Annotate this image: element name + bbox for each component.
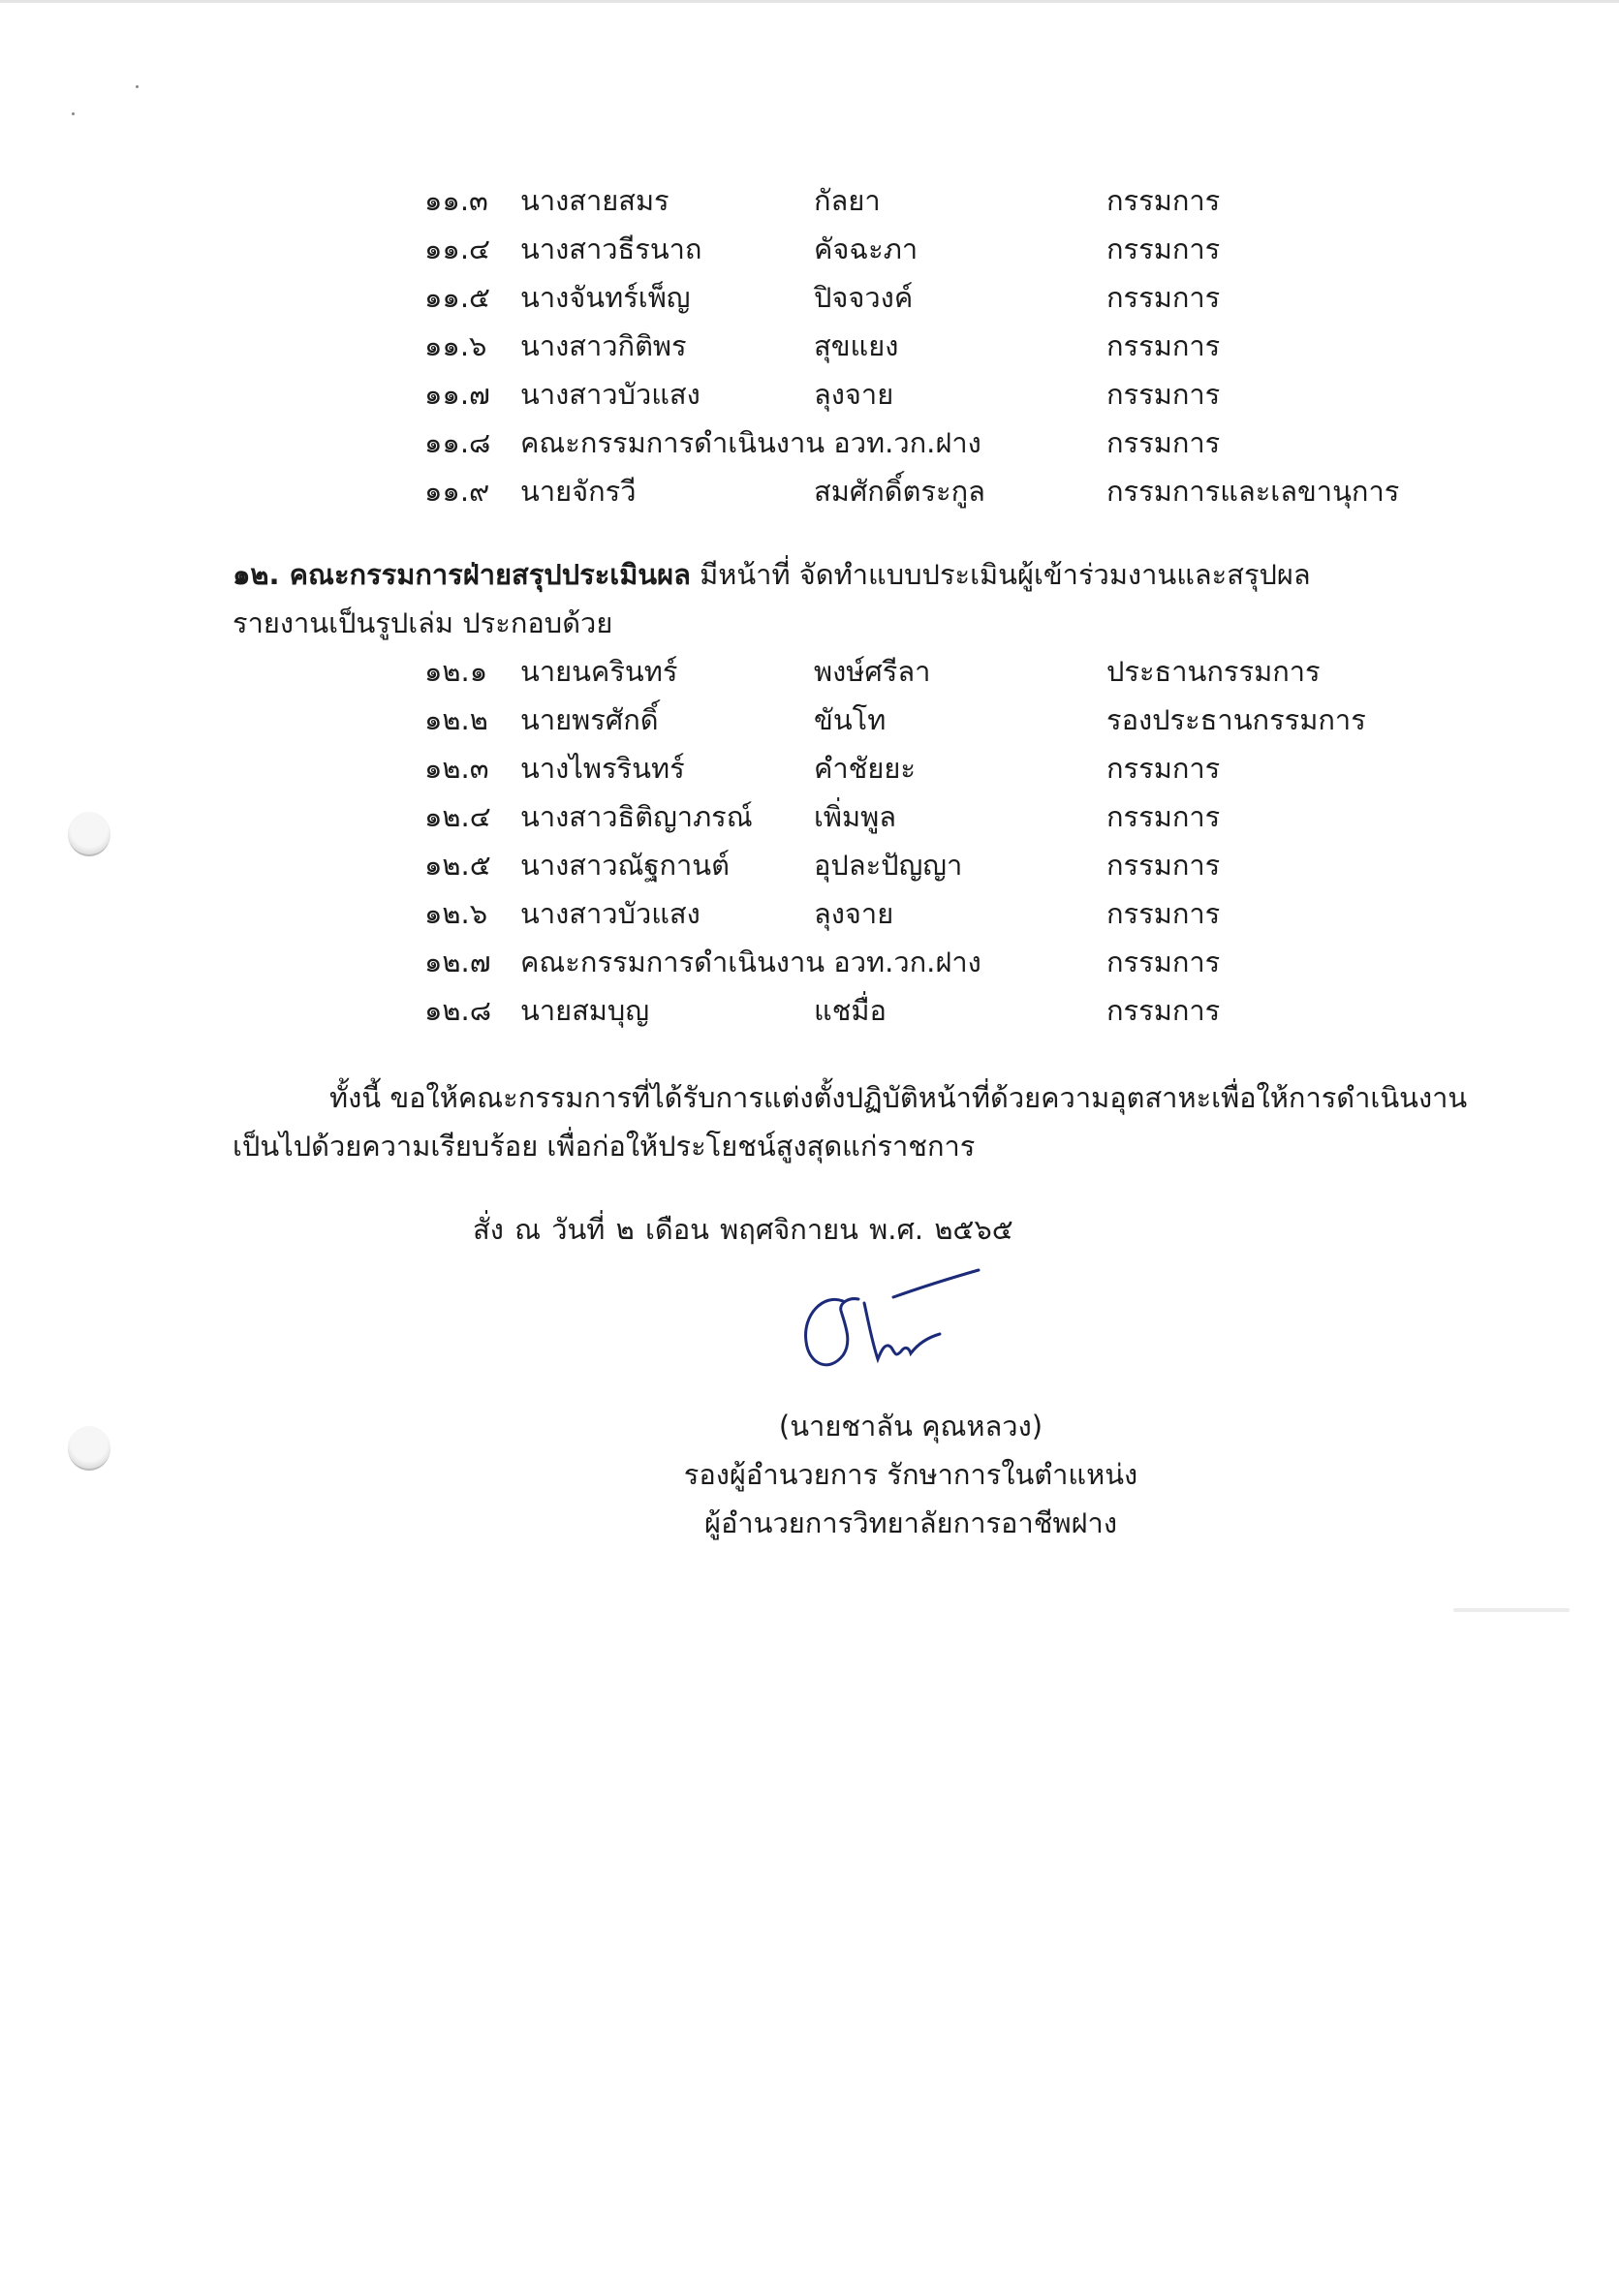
punch-hole	[68, 1426, 110, 1471]
member-role: กรรมการ	[1106, 184, 1221, 217]
member-role: ประธานกรรมการ	[1106, 655, 1321, 688]
signatory-name: (นายชาลัน คุณหลวง)	[778, 1410, 1043, 1443]
closing-paragraph-line1: ทั้งนี้ ขอให้คณะกรรมการที่ได้รับการแต่งตั้งปฏิบัติหน้าที่ด้วยความอุตสาหะเพื่อให้การดำเนินงาน	[329, 1081, 1468, 1114]
item-number: ๑๑.๘	[424, 426, 491, 459]
member-last-name: แชมื่อ	[814, 994, 887, 1027]
member-role: กรรมการ	[1106, 897, 1221, 930]
section-12-title: ๑๒. คณะกรรมการฝ่ายสรุปประเมินผล	[233, 558, 691, 591]
signatory-position-title: ผู้อำนวยการวิทยาลัยการอาชีพฝาง	[703, 1506, 1117, 1539]
item-number: ๑๑.๙	[424, 475, 490, 508]
member-last-name: สมศักดิ์ตระกูล	[814, 475, 985, 508]
member-last-name: สุขแยง	[814, 329, 899, 362]
member-last-name: กัลยา	[814, 184, 881, 217]
member-role: กรรมการและเลขานุการ	[1106, 475, 1400, 508]
member-role: รองประธานกรรมการ	[1106, 703, 1366, 736]
scan-speck	[72, 112, 75, 115]
item-number: ๑๒.๔	[424, 800, 491, 833]
member-first-name: นางสาวธีรนาถ	[520, 233, 702, 265]
member-role: กรรมการ	[1106, 426, 1221, 459]
member-first-name: คณะกรรมการดำเนินงาน อวท.วก.ฝาง	[520, 946, 981, 978]
member-last-name: ลุงจาย	[814, 378, 894, 411]
item-number: ๑๒.๖	[424, 897, 488, 930]
signature-mark	[785, 1264, 988, 1390]
item-number: ๑๒.๓	[424, 752, 489, 785]
member-first-name: นางจันทร์เพ็ญ	[520, 281, 691, 314]
member-first-name: นางสายสมร	[520, 184, 669, 217]
member-last-name: คำชัยยะ	[814, 752, 916, 785]
member-role: กรรมการ	[1106, 994, 1221, 1027]
order-date: สั่ง ณ วันที่ ๒ เดือน พฤศจิกายน พ.ศ. ๒๕๖๕	[473, 1213, 1013, 1246]
signatory-position: รองผู้อำนวยการ รักษาการในตำแหน่ง	[683, 1458, 1138, 1491]
member-role: กรรมการ	[1106, 800, 1221, 833]
item-number: ๑๒.๑	[424, 655, 488, 688]
member-first-name: นายพรศักดิ์	[520, 703, 659, 736]
member-first-name: นางสาวณัฐกานต์	[520, 849, 730, 882]
item-number: ๑๒.๕	[424, 849, 491, 882]
member-first-name: นายสมบุญ	[520, 994, 650, 1027]
member-first-name: นางไพรรินทร์	[520, 752, 685, 785]
item-number: ๑๑.๗	[424, 378, 490, 411]
section-12-heading	[233, 550, 1311, 599]
scan-speck	[136, 85, 139, 88]
member-first-name: นางสาวบัวแสง	[520, 897, 701, 930]
member-last-name: เพิ่มพูล	[814, 800, 897, 833]
member-role: กรรมการ	[1106, 849, 1221, 882]
member-role: กรรมการ	[1106, 946, 1221, 978]
closing-paragraph-line2: เป็นไปด้วยความเรียบร้อย เพื่อก่อให้ประโยชน์สูงสุดแก่ราชการ	[233, 1130, 976, 1163]
member-first-name: นางสาวกิติพร	[520, 329, 687, 362]
member-last-name: ปิจจวงค์	[814, 281, 914, 314]
member-first-name: นายนครินทร์	[520, 655, 678, 688]
member-role: กรรมการ	[1106, 233, 1221, 265]
punch-hole	[68, 812, 110, 856]
item-number: ๑๒.๘	[424, 994, 492, 1027]
member-role: กรรมการ	[1106, 329, 1221, 362]
scan-smudge	[1453, 1608, 1570, 1612]
item-number: ๑๑.๔	[424, 233, 490, 265]
member-last-name: อุปละปัญญา	[814, 849, 963, 882]
member-first-name: นายจักรวี	[520, 475, 637, 508]
item-number: ๑๑.๕	[424, 281, 490, 314]
member-role: กรรมการ	[1106, 752, 1221, 785]
member-first-name: นางสาวธิติญาภรณ์	[520, 800, 753, 833]
member-last-name: พงษ์ศรีลา	[814, 655, 931, 688]
item-number: ๑๒.๗	[424, 946, 491, 978]
member-last-name: ลุงจาย	[814, 897, 894, 930]
member-last-name: ขันโท	[814, 703, 887, 736]
section-12-duty: มีหน้าที่ จัดทำแบบประเมินผู้เข้าร่วมงานและสรุปผล	[690, 558, 1311, 591]
item-number: ๑๑.๖	[424, 329, 487, 362]
scan-edge	[0, 0, 1619, 3]
member-role: กรรมการ	[1106, 281, 1221, 314]
item-number: ๑๑.๓	[424, 184, 488, 217]
member-last-name: คัจฉะภา	[814, 233, 918, 265]
item-number: ๑๒.๒	[424, 703, 488, 736]
member-first-name: คณะกรรมการดำเนินงาน อวท.วก.ฝาง	[520, 426, 981, 459]
member-role: กรรมการ	[1106, 378, 1221, 411]
member-first-name: นางสาวบัวแสง	[520, 378, 701, 411]
section-12-duty-continued: รายงานเป็นรูปเล่ม ประกอบด้วย	[233, 606, 613, 639]
